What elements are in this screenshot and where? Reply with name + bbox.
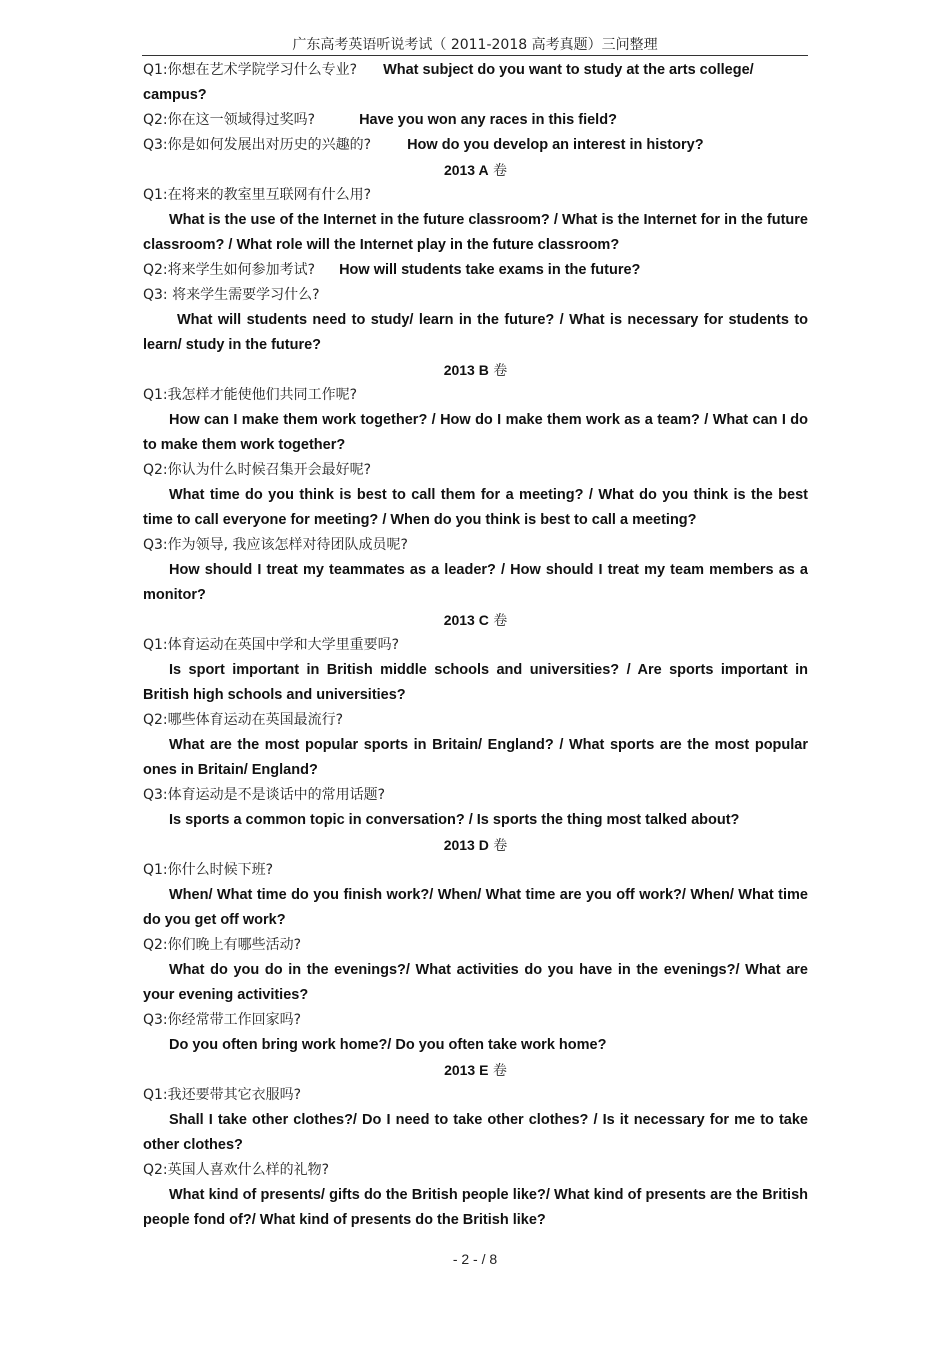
question-cn: Q3:你是如何发展出对历史的兴趣的? (143, 137, 372, 153)
page-number: - 2 - / 8 (452, 1251, 498, 1267)
question-cn: Q3: 将来学生需要学习什么? (143, 287, 320, 303)
answer-en: Do you often bring work home?/ Do you often take work home? (169, 1037, 607, 1053)
question-cn: Q2:将来学生如何参加考试? (143, 262, 316, 278)
answer-en: Is sports a common topic in conversation? / Is sports the thing most talked about? (169, 812, 740, 828)
question-cn: Q2:你在这一领域得过奖吗? (143, 112, 316, 128)
question-row (143, 133, 808, 158)
question-cn: Q1:体育运动在英国中学和大学里重要吗? (143, 637, 400, 653)
question-cn: Q1:我怎样才能使他们共同工作呢? (143, 387, 358, 403)
answer-en: Is sport important in British middle schools and universities? / Are sports important in British high schools and universities? (143, 662, 808, 703)
question-cn: Q1:我还要带其它衣服吗? (143, 1087, 302, 1103)
question-en: campus? (143, 87, 207, 103)
answer-en: What time do you think is best to call them for a meeting? / What do you think is the best time to call everyone for meeting? / When do you think is best to call a meeting? (143, 487, 808, 528)
question-row (143, 258, 808, 283)
question-row (143, 108, 808, 133)
question-cn: Q2:你们晚上有哪些活动? (143, 937, 302, 953)
question-cn: Q3:体育运动是不是谈话中的常用话题? (143, 787, 386, 803)
question-cn: Q1:你想在艺术学院学习什么专业? (143, 62, 358, 78)
answer-en: Shall I take other clothes?/ Do I need to take other clothes? / Is it necessary for me to take other clothes? (143, 1112, 808, 1153)
section-title: 2013 E 卷 (444, 1062, 507, 1079)
answer-en: How should I treat my teammates as a leader? / How should I treat my team members as a monitor? (143, 562, 808, 603)
answer-en: What kind of presents/ gifts do the British people like?/ What kind of presents are the British people fond of?/ What kind of presents do the British like? (143, 1187, 808, 1228)
question-cn: Q3:你经常带工作回家吗? (143, 1012, 302, 1028)
section-title: 2013 A 卷 (443, 162, 508, 179)
section-title: 2013 C 卷 (443, 612, 508, 629)
question-cn: Q1:在将来的教室里互联网有什么用? (143, 187, 372, 203)
question-row (143, 83, 808, 108)
question-en: How do you develop an interest in history? (407, 137, 704, 153)
answer-en: What do you do in the evenings?/ What activities do you have in the evenings?/ What are your evening activities? (143, 962, 808, 1003)
document-body (143, 58, 808, 1233)
section-title: 2013 D 卷 (443, 837, 508, 854)
answer-en: How can I make them work together? / How do I make them work as a team? / What can I do to make them work together? (143, 412, 808, 453)
question-en: How will students take exams in the future? (339, 262, 641, 278)
answer-en: When/ What time do you finish work?/ When/ What time are you off work?/ When/ What time do you get off work? (143, 887, 808, 928)
question-row (143, 58, 808, 83)
question-cn: Q1:你什么时候下班? (143, 862, 274, 878)
answer-en: What will students need to study/ learn in the future? / What is necessary for students to learn/ study in the future? (143, 312, 808, 353)
question-cn: Q3:作为领导, 我应该怎样对待团队成员呢? (143, 537, 408, 553)
question-en: Have you won any races in this field? (359, 112, 617, 128)
answer-en: What are the most popular sports in Britain/ England? / What sports are the most popular ones in Britain/ England? (143, 737, 808, 778)
section-title: 2013 B 卷 (443, 362, 508, 379)
question-en: What subject do you want to study at the arts college/ (383, 62, 754, 78)
question-cn: Q2:你认为什么时候召集开会最好呢? (143, 462, 372, 478)
page-header: 广东高考英语听说考试（ 2011-2018 高考真题）三问整理 (292, 37, 658, 53)
answer-en: What is the use of the Internet in the future classroom? / What is the Internet for in the future classroom? / What role will the Internet play in the future classroom? (143, 212, 808, 253)
question-cn: Q2:哪些体育运动在英国最流行? (143, 712, 344, 728)
question-cn: Q2:英国人喜欢什么样的礼物? (143, 1162, 330, 1178)
header-divider (142, 55, 808, 56)
